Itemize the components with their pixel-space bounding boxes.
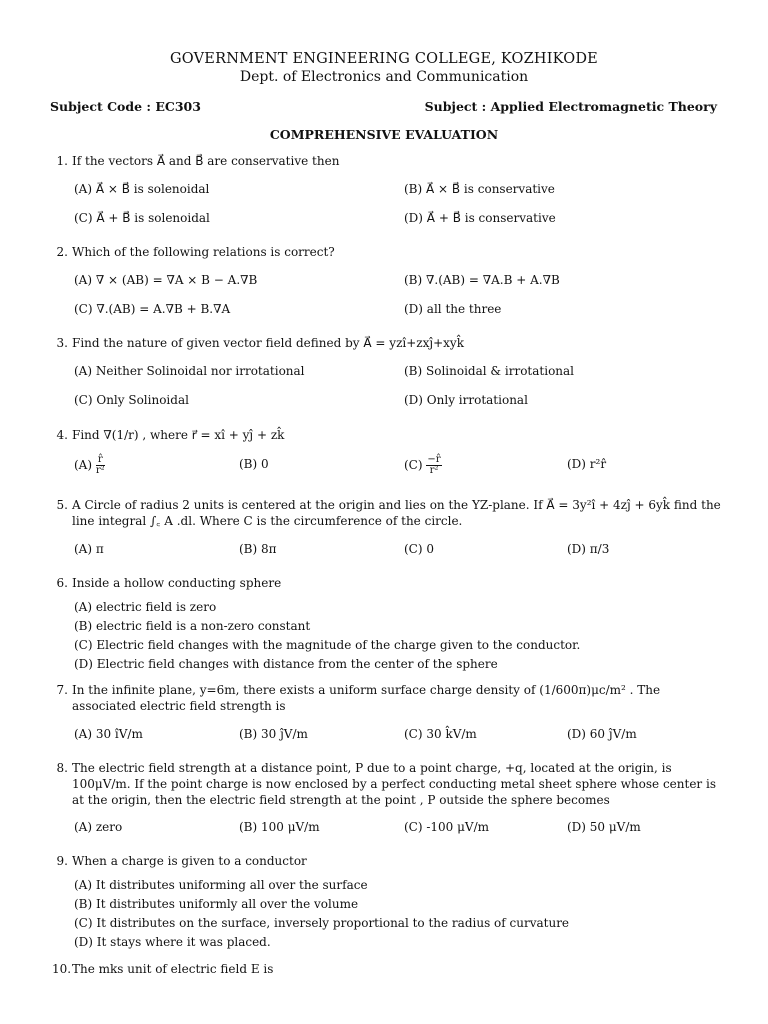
question-5 <box>52 497 722 529</box>
option-a: (A) electric field is zero <box>74 600 217 614</box>
question-9 <box>52 853 722 869</box>
question-4 <box>52 427 722 443</box>
question-text: A Circle of radius 2 units is centered at the origin and lies on the YZ-plane. If A⃗ = 3y²î + 4zĵ + 6yk̂ find the line integral ∫꜀ A .dl. Where C is the circumference of the circle. <box>72 498 721 528</box>
option-a: (A) Neither Solinoidal nor irrotational <box>74 364 305 378</box>
fraction-numerator: −r̂ <box>427 454 441 465</box>
option-d: (D) 50 μV/m <box>567 820 641 834</box>
question-number: 1. <box>56 154 68 168</box>
option-b: (B) A⃗ × B⃗ is conservative <box>404 182 555 196</box>
option-a: (A) A⃗ × B⃗ is solenoidal <box>74 182 210 196</box>
option-a: (A) It distributes uniforming all over the surface <box>74 878 368 892</box>
option-c: (C) Electric field changes with the magnitude of the charge given to the conductor. <box>74 638 581 652</box>
option-a: (A) ∇ × (AB) = ∇A × B − A.∇B <box>74 273 258 287</box>
fraction-denominator: r² <box>95 465 105 476</box>
question-text: The mks unit of electric field E is <box>72 962 274 976</box>
question-6 <box>52 575 722 591</box>
question-3 <box>52 335 722 351</box>
question-text: Inside a hollow conducting sphere <box>72 576 282 590</box>
option-label: (C) <box>404 458 423 472</box>
question-7 <box>52 682 722 714</box>
department-name: Dept. of Electronics and Communication <box>239 69 529 85</box>
option-c: (C) 0 <box>404 542 434 556</box>
question-text: Which of the following relations is correct? <box>72 245 335 259</box>
option-c: (C) It distributes on the surface, inversely proportional to the radius of curvature <box>74 916 570 930</box>
option-b: (B) electric field is a non-zero constant <box>74 619 311 633</box>
question-number: 5. <box>56 498 68 512</box>
question-2 <box>52 244 722 260</box>
option-a <box>74 455 105 476</box>
question-number: 7. <box>56 683 68 697</box>
question-number: 10. <box>52 962 72 976</box>
evaluation-title: COMPREHENSIVE EVALUATION <box>269 127 499 142</box>
option-b: (B) 100 μV/m <box>239 820 320 834</box>
fraction <box>96 455 105 476</box>
option-b: (B) Solinoidal & irrotational <box>404 364 575 378</box>
option-d: (D) A⃗ + B⃗ is conservative <box>404 211 556 225</box>
option-c: (C) 30 k̂V/m <box>404 727 477 741</box>
option-d: (D) 60 ĵV/m <box>567 727 637 741</box>
option-b: (B) 8π <box>239 542 277 556</box>
question-text: Find ∇(1/r) , where r⃗ = xî + yĵ + zk̂ <box>72 428 285 442</box>
fraction <box>426 455 441 476</box>
subject-title: Subject : Applied Electromagnetic Theory <box>424 99 717 114</box>
question-text: If the vectors A⃗ and B⃗ are conservative then <box>72 154 340 168</box>
option-label: (A) <box>74 458 93 472</box>
option-d: (D) Only irrotational <box>404 393 528 407</box>
question-text: In the infinite plane, y=6m, there exists a uniform surface charge density of (1/600π)μc/m² . The associated electric field strength is <box>72 683 661 713</box>
question-number: 3. <box>56 336 68 350</box>
option-a: (A) π <box>74 542 104 556</box>
option-d: (D) It stays where it was placed. <box>74 935 271 949</box>
option-d: (D) r²r̂ <box>567 457 607 471</box>
option-d: (D) π/3 <box>567 542 610 556</box>
question-text: The electric field strength at a distance point, P due to a point charge, +q, located at the origin, is 100μV/m. If the point charge is now enclosed by a perfect conducting metal sheet sphere whose center is at the origin, then the electric field strength at the point , P outside the sphere becomes <box>72 761 716 807</box>
option-b: (B) ∇.(AB) = ∇A.B + A.∇B <box>404 273 560 287</box>
fraction-denominator: r² <box>429 465 439 476</box>
question-number: 8. <box>56 761 68 775</box>
subject-code: Subject Code : EC303 <box>50 99 201 114</box>
question-number: 4. <box>56 428 68 442</box>
option-c: (C) ∇.(AB) = A.∇B + B.∇A <box>74 302 231 316</box>
option-a: (A) 30 îV/m <box>74 727 143 741</box>
option-c <box>404 455 442 476</box>
question-text: Find the nature of given vector field defined by A⃗ = yzî+zxĵ+xyk̂ <box>72 336 464 350</box>
fraction-numerator: r̂ <box>96 455 105 466</box>
option-b: (B) 30 ĵV/m <box>239 727 308 741</box>
option-b: (B) It distributes uniformly all over the volume <box>74 897 359 911</box>
question-1 <box>52 153 722 169</box>
question-8 <box>52 760 722 808</box>
question-number: 2. <box>56 245 68 259</box>
college-name: GOVERNMENT ENGINEERING COLLEGE, KOZHIKODE <box>170 51 598 67</box>
question-number: 9. <box>56 854 68 868</box>
option-c: (C) A⃗ + B⃗ is solenoidal <box>74 211 210 225</box>
option-c: (C) -100 μV/m <box>404 820 490 834</box>
option-c: (C) Only Solinoidal <box>74 393 189 407</box>
option-a: (A) zero <box>74 820 123 834</box>
option-d: (D) Electric field changes with distance from the center of the sphere <box>74 657 498 671</box>
question-10 <box>52 961 722 977</box>
question-text: When a charge is given to a conductor <box>72 854 307 868</box>
option-d: (D) all the three <box>404 302 502 316</box>
question-number: 6. <box>56 576 68 590</box>
option-b: (B) 0 <box>239 457 269 471</box>
